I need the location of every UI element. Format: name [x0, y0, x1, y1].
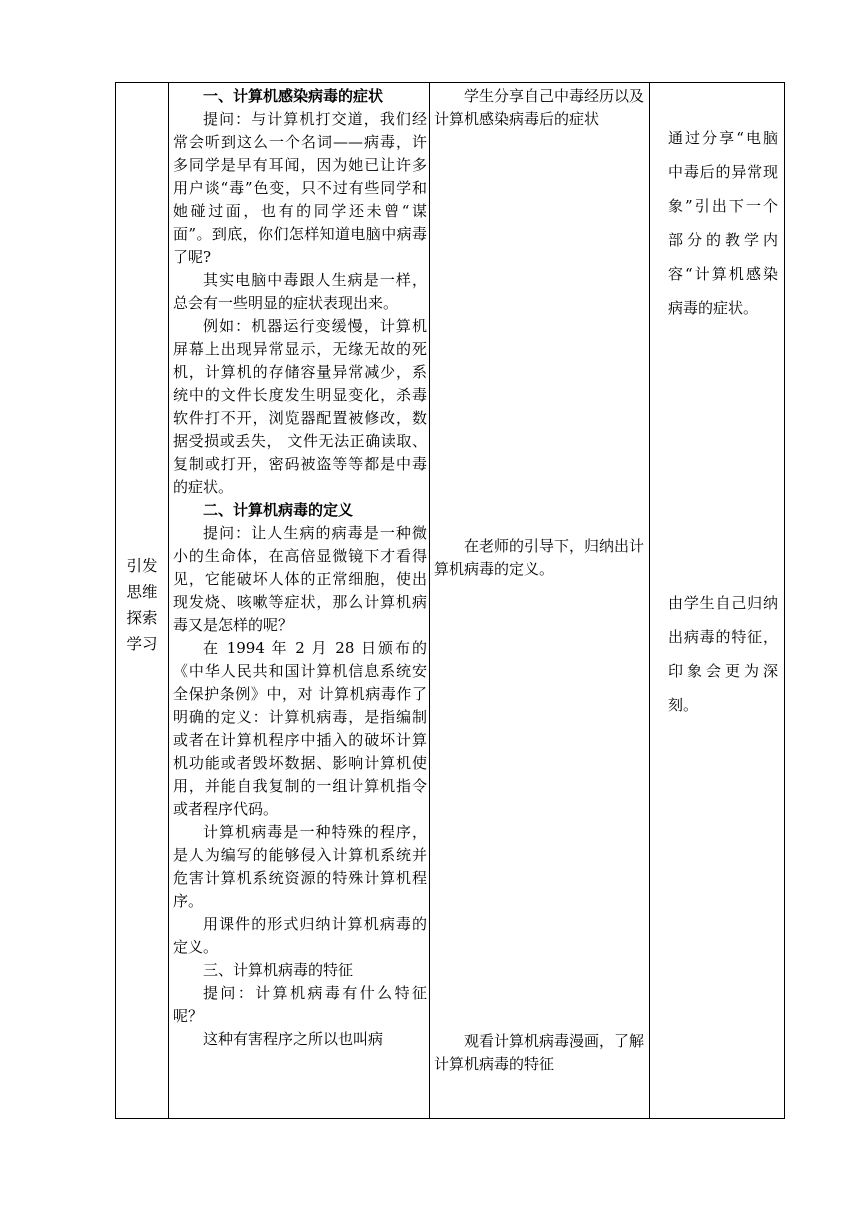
stage-label-line: 学习	[126, 635, 158, 653]
column-divider	[429, 83, 430, 1118]
student-activity-text: 在老师的引导下，归纳出计算机病毒的定义。	[434, 537, 645, 578]
section-2-question: 提问：让人生病的病毒是一种微小的生命体，在高倍显微镜下才看得见，它能破坏人体的正常细胞，使出现发烧、咳嗽等症状，那么计算机病毒又是怎样的呢？	[173, 524, 427, 634]
section-1-paragraph: 其实电脑中毒跟人生病是一样，总会有一些明显的症状表现出来。	[173, 271, 427, 312]
section-3-paragraph: 这种有害程序之所以也叫病	[203, 1030, 384, 1048]
student-activity-3	[434, 1030, 644, 1076]
stage-label	[116, 553, 168, 657]
section-2-title: 二、计算机病毒的定义	[203, 501, 354, 519]
stage-label-line: 探索	[126, 609, 158, 627]
stage-label-line: 思维	[126, 583, 158, 601]
student-activity-2	[434, 535, 644, 581]
teacher-activity-cell	[173, 85, 427, 1051]
design-intent-text: 通过分享“电脑中毒后的异常现象”引出下一个部分的教学内容“计算机感染病毒的症状。	[668, 129, 778, 317]
column-divider	[168, 83, 169, 1118]
section-2-paragraph: 计算机病毒是一种特殊的程序，是人为编写的能够侵入计算机系统并危害计算机系统资源的特殊计算机程序。	[173, 823, 427, 910]
design-intent-1	[668, 121, 778, 325]
lesson-table	[115, 82, 785, 1119]
student-activity-text: 观看计算机病毒漫画，了解计算机病毒的特征	[434, 1032, 645, 1073]
section-3-question: 提问：计算机病毒有什么特征呢？	[173, 984, 427, 1025]
student-activity-1	[434, 85, 644, 131]
section-1-paragraph: 例如：机器运行变缓慢，计算机屏幕上出现异常显示，无缘无故的死机，计算机的存储容量异常减少，系统中的文件长度发生明显变化，杀毒软件打不开，浏览器配置被修改，数据受损或丢失， 文件无法正确读取、复制或打开，密码被盗等等都是中毒的症状。	[173, 317, 427, 496]
column-divider	[649, 83, 650, 1118]
section-1-title: 一、计算机感染病毒的症状	[203, 87, 384, 105]
design-intent-2	[668, 586, 778, 722]
section-1-question: 提问：与计算机打交道，我们经常会听到这么一个名词——病毒，许多同学是早有耳闻，因为她已让许多用户谈“毒”色变，只不过有些同学和她碰过面，也有的同学还未曾“谋面”。到底，你们怎样知道电脑中病毒了呢?	[173, 110, 427, 266]
section-2-paragraph: 在 1994 年 2 月 28 日颁布的《中华人民共和国计算机信息系统安全保护条例》中，对 计算机病毒作了明确的定义：计算机病毒，是指编制或者在计算机程序中插入的破坏计算机功能或者毁坏数据、影响计算机使用，并能自我复制的一组计算机指令或者程序代码。	[173, 639, 427, 818]
design-intent-text: 由学生自己归纳出病毒的特征，印象会更为深刻。	[668, 594, 778, 714]
student-activity-text: 学生分享自己中毒经历以及计算机感染病毒后的症状	[434, 87, 645, 128]
section-2-paragraph: 用课件的形式归纳计算机病毒的定义。	[173, 915, 427, 956]
section-3-title: 三、计算机病毒的特征	[203, 961, 354, 979]
stage-label-line: 引发	[126, 557, 158, 575]
